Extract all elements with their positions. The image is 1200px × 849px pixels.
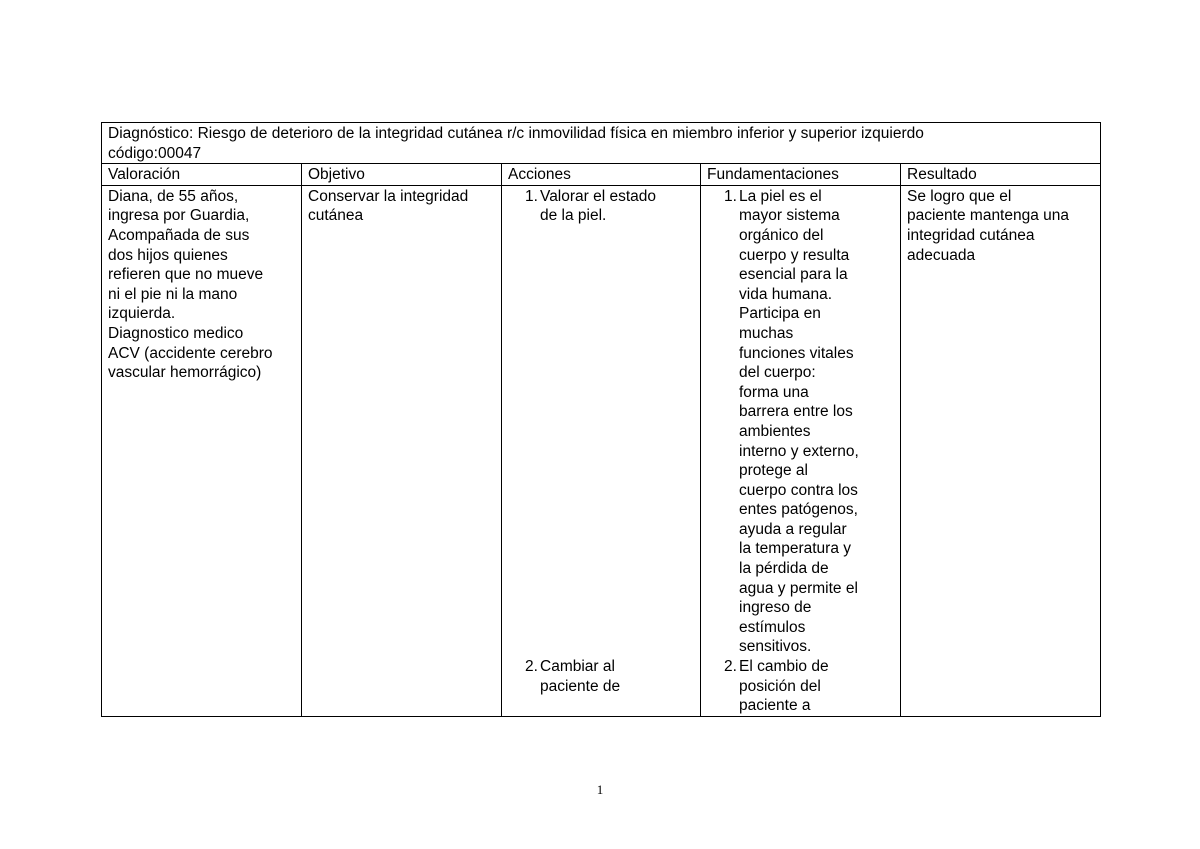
fundamentacion-number: 2.	[724, 658, 737, 676]
fundamentacion-line: cuerpo y resulta	[739, 246, 850, 264]
fundamentacion-item	[707, 187, 894, 657]
fundamentacion-number: 1.	[724, 187, 737, 205]
acciones-cell	[502, 185, 701, 716]
valoracion-cell	[102, 185, 302, 716]
valoracion-line: izquierda.	[108, 305, 176, 323]
objetivo-line: Conservar la integridad	[308, 187, 469, 205]
fundamentacion-line: la pérdida de	[739, 560, 829, 578]
header-fundamentaciones: Fundamentaciones	[701, 164, 901, 186]
fundamentacion-line: vida humana.	[739, 285, 833, 303]
resultado-line: integridad cutánea	[907, 226, 1035, 244]
resultado-line: adecuada	[907, 246, 976, 264]
resultado-line: Se logro que el	[907, 187, 1012, 205]
fundamentacion-line: Participa en	[739, 305, 821, 323]
fundamentacion-line: El cambio de	[739, 658, 829, 676]
fundamentacion-line: del cuerpo:	[739, 364, 816, 382]
header-objetivo: Objetivo	[302, 164, 502, 186]
resultado-line: paciente mantenga una	[907, 207, 1070, 225]
fundamentacion-line: muchas	[739, 324, 794, 342]
page-number: 1	[596, 782, 604, 797]
header-valoracion: Valoración	[102, 164, 302, 186]
fundamentacion-line: mayor sistema	[739, 207, 840, 225]
valoracion-line: ni el pie ni la mano	[108, 285, 238, 303]
objetivo-cell	[302, 185, 502, 716]
fundamentacion-line: esencial para la	[739, 266, 848, 284]
accion-line: de la piel.	[540, 207, 607, 225]
fundamentacion-line: La piel es el	[739, 187, 822, 205]
diagnosis-code-line: código:00047	[108, 144, 202, 162]
header-resultado: Resultado	[901, 164, 1101, 186]
fundamentacion-line: funciones vitales	[739, 344, 854, 362]
fundamentacion-line: la temperatura y	[739, 540, 851, 558]
fundamentacion-line: orgánico del	[739, 226, 824, 244]
accion-number: 1.	[525, 187, 538, 205]
accion-item	[508, 657, 694, 696]
valoracion-line: Diana, de 55 años,	[108, 187, 239, 205]
fundamentacion-line: entes patógenos,	[739, 501, 858, 519]
fundamentacion-line: paciente a	[739, 697, 811, 715]
accion-line: Cambiar al	[540, 658, 615, 676]
valoracion-line: refieren que no mueve	[108, 266, 264, 284]
objetivo-line: cutánea	[308, 207, 364, 225]
fundamentacion-line: forma una	[739, 383, 809, 401]
valoracion-line: dos hijos quienes	[108, 246, 228, 264]
accion-item	[508, 187, 694, 226]
fundamentacion-line: ingreso de	[739, 599, 812, 617]
fundamentacion-line: sensitivos.	[739, 638, 812, 656]
fundamentacion-line: interno y externo,	[739, 442, 859, 460]
header-acciones: Acciones	[502, 164, 701, 186]
fundamentacion-line: barrera entre los	[739, 403, 853, 421]
valoracion-line: Diagnostico medico	[108, 324, 244, 342]
fundamentacion-line: estímulos	[739, 618, 806, 636]
valoracion-line: Acompañada de sus	[108, 226, 250, 244]
accion-line: paciente de	[540, 677, 621, 695]
fundamentacion-item	[707, 657, 894, 716]
diagnosis-line: Diagnóstico: Riesgo de deterioro de la integridad cutánea r/c inmovilidad física en miembro inferior y superior izquierdo	[108, 125, 924, 142]
fundamentacion-line: ambientes	[739, 422, 811, 440]
valoracion-line: ACV (accidente cerebro	[108, 344, 273, 362]
diagnosis-cell	[102, 123, 1101, 164]
fundamentacion-line: protege al	[739, 462, 808, 480]
resultado-cell	[901, 185, 1101, 716]
fundamentacion-line: ayuda a regular	[739, 520, 847, 538]
accion-number: 2.	[525, 658, 538, 676]
fundamentacion-line: cuerpo contra los	[739, 481, 858, 499]
valoracion-line: ingresa por Guardia,	[108, 207, 250, 225]
fundamentacion-line: agua y permite el	[739, 579, 858, 597]
fundamentaciones-cell	[701, 185, 901, 716]
valoracion-line: vascular hemorrágico)	[108, 364, 262, 382]
fundamentacion-line: posición del	[739, 677, 821, 695]
accion-line: Valorar el estado	[540, 187, 657, 205]
care-plan-table	[101, 122, 1101, 717]
